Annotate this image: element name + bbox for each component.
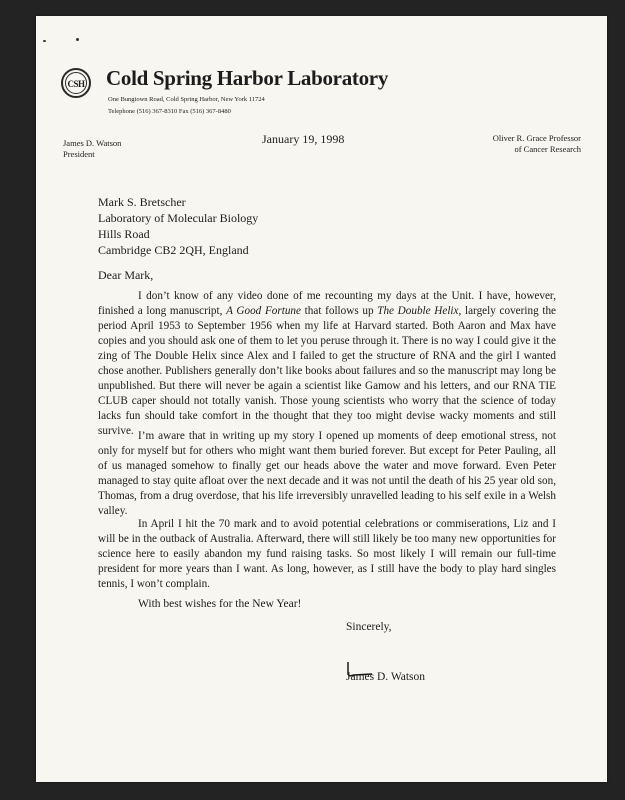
recipient-line-1: Laboratory of Molecular Biology (98, 211, 259, 225)
closing: Sincerely, (346, 621, 392, 633)
salutation: Dear Mark, (98, 268, 154, 282)
book-title-a-good-fortune: A Good Fortune (226, 305, 301, 317)
paragraph-1 (98, 289, 556, 439)
paragraph-1-text-b: that follows up (301, 305, 378, 317)
professorship-line-2: of Cancer Research (514, 144, 581, 154)
speck-mark (76, 38, 79, 41)
address-line: One Bungtown Road, Cold Spring Harbor, New York 11724 (108, 96, 265, 103)
paragraph-2: I’m aware that in writing up my story I opened up moments of deep emotional stress, not only for myself but for others who might want them buried forever. But except for Peter Pauling, all of us managed somehow to finally get our heads above the water and move forward. Even Peter managed to stay quite afloat over the next decade and it was not until the death of his 25 year old son, Thomas, from a drug overdose, that his life irreversibly unravelled leading to his self exile in a Welsh valley. (98, 430, 556, 517)
sender-name: James D. Watson (63, 138, 122, 148)
recipient-name: Mark S. Bretscher (98, 195, 186, 209)
letter-date: January 19, 1998 (262, 132, 345, 146)
paragraph-1-text-c: , largely covering the period April 1953 to September 1956 when my life at Harvard started. Both Aaron and Max have copies and you should ask one of them to let you peruse through it. There is no way I could give it the zing of The Double Helix since Alex and I failed to get the structure of RNA and the girl I wanted chose another. Publishers generally don’t like books about failures and so the manuscript may long be unpublished. But there will never be again a scientist like Gamow and his letters, and our RNA TIE CLUB caper should not totally vanish. Those young scientists who worry that the science of today lacks fun should take comfort in the thought that they too might devise wacky moments and still survive. (98, 305, 556, 437)
best-wishes: With best wishes for the New Year! (138, 598, 302, 610)
logo-text: CSH (65, 72, 87, 94)
csh-logo (61, 68, 91, 98)
recipient-line-3: Cambridge CB2 2QH, England (98, 243, 249, 257)
signature-name: James D. Watson (346, 671, 426, 683)
letter-page (36, 16, 607, 782)
sender-title: President (63, 149, 95, 159)
speck-mark (43, 40, 46, 42)
phone-fax-line: Telephone (516) 367-8310 Fax (516) 367-8480 (108, 108, 231, 115)
paragraph-3: In April I hit the 70 mark and to avoid potential celebrations or commiserations, Liz and I will be in the outback of Australia. Afterward, there will still likely be too many new opportunities for science here to easily abandon my fund raising tasks. So most likely I will remain our full-time president for more years than I want. As long, however, as I still have the body to play hard singles tennis, I won’t complain. (98, 518, 556, 590)
paragraph-1-text-a: I don’t know of any video done of me recounting my days at the Unit. I have, however, finished a long manuscript, (98, 290, 556, 317)
professorship-line-1: Oliver R. Grace Professor (492, 133, 581, 143)
organization-name: Cold Spring Harbor Laboratory (106, 66, 389, 90)
book-title-double-helix: The Double Helix (377, 305, 459, 317)
recipient-line-2: Hills Road (98, 227, 150, 241)
